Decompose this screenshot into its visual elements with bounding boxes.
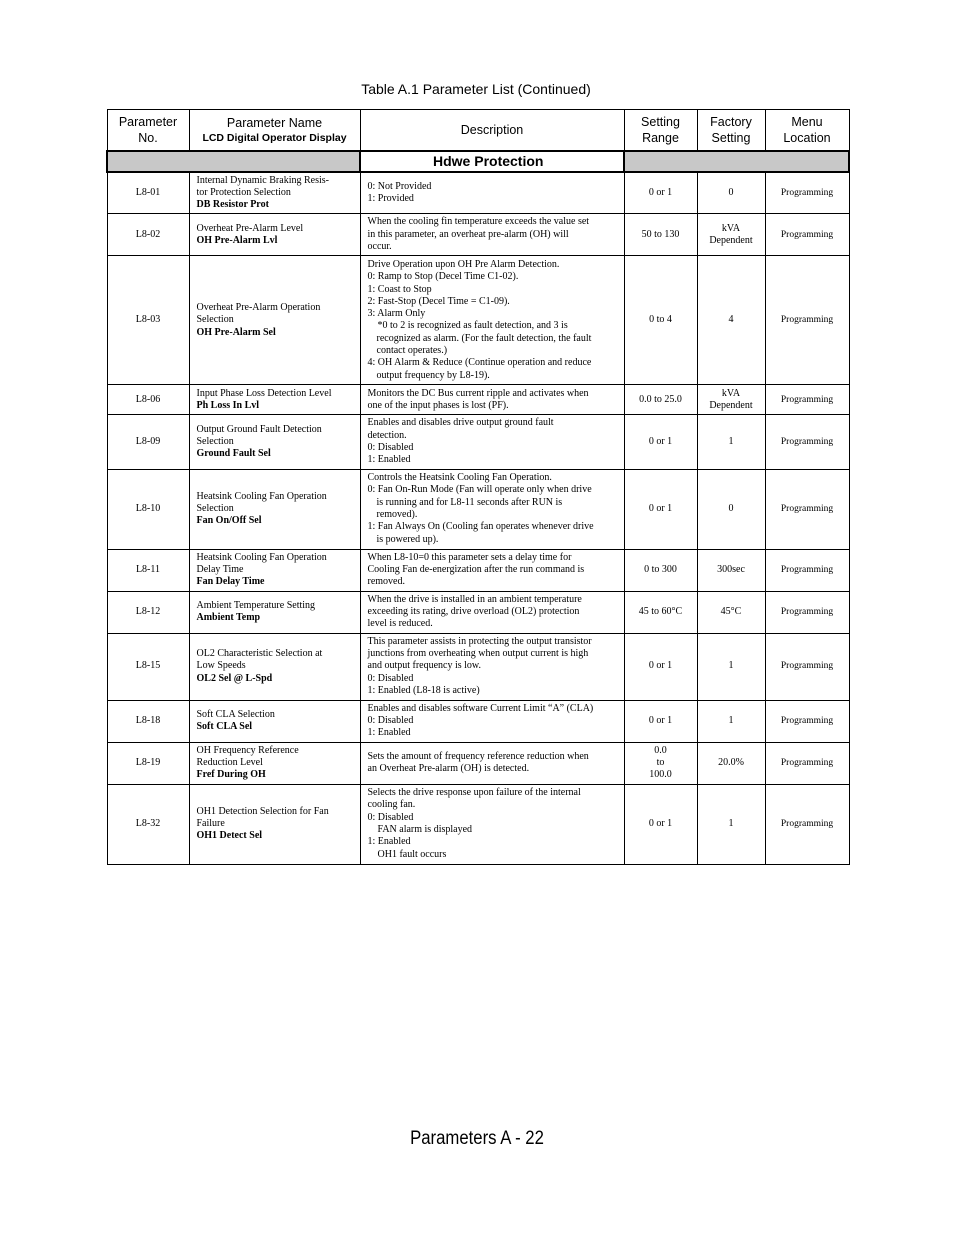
parameter-name-line: Failure bbox=[196, 817, 225, 829]
description-cell bbox=[360, 415, 624, 469]
description-line: detection. bbox=[367, 429, 407, 441]
description-line: level is reduced. bbox=[367, 618, 433, 630]
header-row bbox=[107, 110, 849, 151]
parameter-name-line: tor Protection Selection bbox=[196, 186, 291, 198]
description-line: 1: Enabled bbox=[367, 727, 411, 739]
description-line: 0: Fan On-Run Mode (Fan will operate only when drive bbox=[367, 484, 592, 496]
table-row bbox=[107, 415, 849, 469]
description-line: Selects the drive response upon failure of the internal bbox=[367, 787, 581, 799]
setting-range-line: 0 or 1 bbox=[648, 714, 673, 726]
description-line: Enables and disables drive output ground fault bbox=[367, 417, 554, 429]
lcd-display-text: Ambient Temp bbox=[196, 612, 261, 624]
description-line: 4: OH Alarm & Reduce (Continue operation and reduce bbox=[367, 357, 592, 369]
factory-setting-line: 0 bbox=[728, 186, 734, 198]
description-cell bbox=[360, 700, 624, 742]
description-line: Sets the amount of frequency reference reduction when bbox=[367, 750, 589, 762]
description-line: Drive Operation upon OH Pre Alarm Detection. bbox=[367, 258, 560, 270]
description-line: 0: Disabled bbox=[367, 672, 414, 684]
lcd-display-text: Fan On/Off Sel bbox=[196, 515, 262, 527]
menu-location-cell: Programming bbox=[765, 742, 849, 784]
description-line: 0: Disabled bbox=[367, 811, 414, 823]
parameter-name-line: OH Frequency Reference bbox=[196, 744, 299, 756]
description-line: occur. bbox=[367, 241, 392, 253]
description-line: 0: Disabled bbox=[367, 714, 414, 726]
parameter-name-cell bbox=[189, 214, 360, 256]
parameter-name-line: Selection bbox=[196, 435, 234, 447]
header-parameter-no-line1: Parameter bbox=[118, 114, 178, 129]
description-line: 1: Enabled bbox=[367, 836, 411, 848]
table-row bbox=[107, 784, 849, 864]
description-line: output frequency by L8-19). bbox=[376, 369, 490, 381]
header-menu-location bbox=[765, 110, 849, 151]
table-row bbox=[107, 256, 849, 385]
description-cell bbox=[360, 385, 624, 415]
description-cell bbox=[360, 633, 624, 700]
table-row bbox=[107, 214, 849, 256]
table-row bbox=[107, 469, 849, 549]
factory-setting-line: kVA bbox=[721, 387, 741, 399]
lcd-display-text: OH Pre-Alarm Lvl bbox=[196, 234, 278, 246]
parameter-name-cell bbox=[189, 415, 360, 469]
parameter-name-cell bbox=[189, 469, 360, 549]
description-line: contact operates.) bbox=[376, 344, 448, 356]
parameter-name-cell bbox=[189, 172, 360, 214]
factory-setting-line: 1 bbox=[728, 817, 734, 829]
factory-setting-line: 0 bbox=[728, 502, 734, 514]
parameter-name-line: Selection bbox=[196, 314, 234, 326]
description-line: 0: Disabled bbox=[367, 441, 414, 453]
description-line: 1: Coast to Stop bbox=[367, 283, 432, 295]
parameter-name-cell bbox=[189, 742, 360, 784]
table-row bbox=[107, 742, 849, 784]
group-shade-right bbox=[624, 151, 849, 172]
lcd-display-text: Fref During OH bbox=[196, 769, 266, 781]
table-row bbox=[107, 385, 849, 415]
description-line: one of the input phases is lost (PF). bbox=[367, 399, 509, 411]
lcd-display-text: Soft CLA Sel bbox=[196, 721, 253, 733]
parameter-name-cell bbox=[189, 385, 360, 415]
description-cell bbox=[360, 591, 624, 633]
header-factory-setting bbox=[697, 110, 765, 151]
header-lcd-display: LCD Digital Operator Display bbox=[202, 131, 347, 144]
parameter-name-line: Soft CLA Selection bbox=[196, 708, 275, 720]
parameter-name-line: Selection bbox=[196, 502, 234, 514]
description-line: cooling fan. bbox=[367, 799, 416, 811]
setting-range-cell bbox=[624, 415, 697, 469]
factory-setting-cell bbox=[697, 742, 765, 784]
factory-setting-cell bbox=[697, 549, 765, 591]
parameter-name-line: Reduction Level bbox=[196, 756, 263, 768]
menu-location-cell: Programming bbox=[765, 591, 849, 633]
setting-range-line: 0 to 4 bbox=[649, 314, 672, 326]
header-description-label: Description bbox=[460, 122, 524, 137]
description-line: 0: Ramp to Stop (Decel Time C1-02). bbox=[367, 271, 519, 283]
header-setting-range-line1: Setting bbox=[641, 114, 680, 129]
description-line: removed). bbox=[376, 509, 418, 521]
description-cell bbox=[360, 469, 624, 549]
parameter-name-line: OL2 Characteristic Selection at bbox=[196, 648, 323, 660]
header-menu-location-line2: Location bbox=[783, 130, 831, 145]
setting-range-line: 45 to 60°C bbox=[638, 605, 683, 617]
menu-location-cell: Programming bbox=[765, 784, 849, 864]
setting-range-cell bbox=[624, 172, 697, 214]
factory-setting-cell bbox=[697, 214, 765, 256]
factory-setting-line: 45°C bbox=[720, 605, 742, 617]
factory-setting-line: 1 bbox=[728, 714, 734, 726]
description-line: This parameter assists in protecting the output transistor bbox=[367, 635, 592, 647]
factory-setting-cell bbox=[697, 415, 765, 469]
lcd-display-text: Fan Delay Time bbox=[196, 576, 265, 588]
group-row bbox=[107, 151, 849, 172]
group-title: Hdwe Protection bbox=[360, 151, 624, 172]
description-line: removed. bbox=[367, 576, 405, 588]
parameter-name-line: Internal Dynamic Braking Resis- bbox=[196, 174, 329, 186]
setting-range-line: 0 or 1 bbox=[648, 186, 673, 198]
lcd-display-text: OH Pre-Alarm Sel bbox=[196, 326, 276, 338]
table-caption: Table A.1 Parameter List (Continued) bbox=[361, 81, 591, 97]
parameter-name-line: Low Speeds bbox=[196, 660, 246, 672]
menu-location-cell: Programming bbox=[765, 385, 849, 415]
menu-location-cell: Programming bbox=[765, 415, 849, 469]
header-parameter-name-label: Parameter Name bbox=[226, 115, 323, 130]
description-line: 1: Enabled bbox=[367, 454, 411, 466]
description-line: Monitors the DC Bus current ripple and activates when bbox=[367, 387, 589, 399]
parameter-name-line: Input Phase Loss Detection Level bbox=[196, 387, 332, 399]
description-line: 0: Not Provided bbox=[367, 180, 432, 192]
header-setting-range-line2: Range bbox=[642, 130, 679, 145]
description-line: 3: Alarm Only bbox=[367, 308, 426, 320]
description-line: Controls the Heatsink Cooling Fan Operation. bbox=[367, 472, 552, 484]
header-factory-setting-line2: Setting bbox=[711, 130, 751, 145]
description-line: FAN alarm is displayed bbox=[377, 824, 473, 836]
description-line: OH1 fault occurs bbox=[377, 848, 447, 860]
header-parameter-no-line2: No. bbox=[138, 130, 158, 145]
parameter-no-cell: L8-09 bbox=[107, 415, 189, 469]
factory-setting-line: 1 bbox=[728, 435, 734, 447]
header-setting-range bbox=[624, 110, 697, 151]
factory-setting-line: 300sec bbox=[717, 563, 745, 575]
setting-range-cell bbox=[624, 633, 697, 700]
description-cell bbox=[360, 256, 624, 385]
parameter-name-cell bbox=[189, 700, 360, 742]
parameter-no-cell: L8-15 bbox=[107, 633, 189, 700]
setting-range-cell bbox=[624, 591, 697, 633]
factory-setting-line: kVA bbox=[721, 222, 741, 234]
setting-range-cell bbox=[624, 742, 697, 784]
description-line: Cooling Fan de-energization after the run command is bbox=[367, 563, 585, 575]
description-cell bbox=[360, 784, 624, 864]
setting-range-cell bbox=[624, 549, 697, 591]
setting-range-line: 0 to 300 bbox=[644, 563, 677, 575]
setting-range-cell bbox=[624, 469, 697, 549]
description-line: When the drive is installed in an ambient temperature bbox=[367, 593, 582, 605]
lcd-display-text: Ground Fault Sel bbox=[196, 448, 271, 460]
parameter-name-line: Overheat Pre-Alarm Operation bbox=[196, 301, 321, 313]
parameter-no-cell: L8-03 bbox=[107, 256, 189, 385]
description-line: is powered up). bbox=[376, 533, 439, 545]
description-line: recognized as alarm. (For the fault detection, the fault bbox=[376, 332, 592, 344]
factory-setting-cell bbox=[697, 700, 765, 742]
lcd-display-text: OH1 Detect Sel bbox=[196, 830, 263, 842]
group-shade-left bbox=[107, 151, 360, 172]
parameter-table bbox=[106, 109, 850, 865]
setting-range-line: 0 or 1 bbox=[648, 817, 673, 829]
setting-range-line: 0 or 1 bbox=[648, 660, 673, 672]
header-factory-setting-line1: Factory bbox=[710, 114, 752, 129]
table-row bbox=[107, 591, 849, 633]
description-line: 1: Provided bbox=[367, 192, 414, 204]
parameter-name-cell bbox=[189, 256, 360, 385]
description-line: *0 to 2 is recognized as fault detection, and 3 is bbox=[377, 320, 568, 332]
description-cell bbox=[360, 214, 624, 256]
setting-range-line: 0 or 1 bbox=[648, 502, 673, 514]
description-line: 1: Enabled (L8-18 is active) bbox=[367, 685, 480, 697]
parameter-name-line: Delay Time bbox=[196, 563, 244, 575]
factory-setting-line: 20.0% bbox=[718, 756, 744, 768]
setting-range-cell bbox=[624, 214, 697, 256]
parameter-no-cell: L8-18 bbox=[107, 700, 189, 742]
factory-setting-cell bbox=[697, 784, 765, 864]
factory-setting-line: 4 bbox=[728, 314, 734, 326]
lcd-display-text: DB Resistor Prot bbox=[196, 199, 269, 211]
parameter-name-line: OH1 Detection Selection for Fan bbox=[196, 805, 329, 817]
lcd-display-text: OL2 Sel @ L-Spd bbox=[196, 672, 273, 684]
menu-location-cell: Programming bbox=[765, 172, 849, 214]
menu-location-cell: Programming bbox=[765, 214, 849, 256]
factory-setting-cell bbox=[697, 469, 765, 549]
parameter-no-cell: L8-11 bbox=[107, 549, 189, 591]
setting-range-line: to bbox=[656, 756, 665, 768]
parameter-no-cell: L8-10 bbox=[107, 469, 189, 549]
setting-range-line: 0.0 bbox=[654, 744, 667, 756]
table-row bbox=[107, 633, 849, 700]
parameter-name-cell bbox=[189, 633, 360, 700]
parameter-no-cell: L8-19 bbox=[107, 742, 189, 784]
header-parameter-no bbox=[107, 110, 189, 151]
parameter-no-cell: L8-32 bbox=[107, 784, 189, 864]
factory-setting-cell bbox=[697, 172, 765, 214]
menu-location-cell: Programming bbox=[765, 549, 849, 591]
factory-setting-cell bbox=[697, 256, 765, 385]
setting-range-line: 50 to 130 bbox=[641, 228, 680, 240]
setting-range-line: 0.0 to 25.0 bbox=[639, 393, 682, 405]
factory-setting-line: 1 bbox=[728, 660, 734, 672]
menu-location-cell: Programming bbox=[765, 633, 849, 700]
description-cell bbox=[360, 549, 624, 591]
setting-range-cell bbox=[624, 784, 697, 864]
table-row bbox=[107, 172, 849, 214]
factory-setting-line: Dependent bbox=[709, 234, 753, 246]
description-line: When L8-10=0 this parameter sets a delay time for bbox=[367, 551, 572, 563]
header-parameter-name bbox=[189, 110, 360, 151]
description-line: is running and for L8-11 seconds after RUN is bbox=[376, 496, 563, 508]
parameter-name-line: Output Ground Fault Detection bbox=[196, 423, 322, 435]
parameter-no-cell: L8-01 bbox=[107, 172, 189, 214]
description-line: Enables and disables software Current Limit “A” (CLA) bbox=[367, 702, 594, 714]
factory-setting-cell bbox=[697, 385, 765, 415]
setting-range-cell bbox=[624, 385, 697, 415]
parameter-no-cell: L8-02 bbox=[107, 214, 189, 256]
description-line: junctions from overheating when output current is high bbox=[367, 648, 589, 660]
parameter-name-line: Ambient Temperature Setting bbox=[196, 599, 316, 611]
description-line: and output frequency is low. bbox=[367, 660, 481, 672]
description-line: in this parameter, an overheat pre-alarm (OH) will bbox=[367, 228, 569, 240]
parameter-no-cell: L8-06 bbox=[107, 385, 189, 415]
parameter-name-cell bbox=[189, 549, 360, 591]
description-line: an Overheat Pre-alarm (OH) is detected. bbox=[367, 763, 530, 775]
description-line: When the cooling fin temperature exceeds the value set bbox=[367, 216, 590, 228]
menu-location-cell: Programming bbox=[765, 256, 849, 385]
header-description bbox=[360, 110, 624, 151]
lcd-display-text: Ph Loss In Lvl bbox=[196, 399, 260, 411]
description-cell bbox=[360, 172, 624, 214]
setting-range-line: 100.0 bbox=[649, 769, 672, 781]
menu-location-cell: Programming bbox=[765, 469, 849, 549]
factory-setting-line: Dependent bbox=[709, 399, 753, 411]
parameter-name-line: Heatsink Cooling Fan Operation bbox=[196, 551, 327, 563]
parameter-name-line: Overheat Pre-Alarm Level bbox=[196, 222, 304, 234]
parameter-name-line: Heatsink Cooling Fan Operation bbox=[196, 490, 327, 502]
parameter-no-cell: L8-12 bbox=[107, 591, 189, 633]
description-line: exceeding its rating, drive overload (OL2) protection bbox=[367, 605, 580, 617]
setting-range-cell bbox=[624, 256, 697, 385]
menu-location-cell: Programming bbox=[765, 700, 849, 742]
page-footer: Parameters A - 22 bbox=[410, 1128, 544, 1149]
description-line: 1: Fan Always On (Cooling fan operates whenever drive bbox=[367, 521, 594, 533]
parameter-name-cell bbox=[189, 591, 360, 633]
factory-setting-cell bbox=[697, 633, 765, 700]
setting-range-line: 0 or 1 bbox=[648, 435, 673, 447]
parameter-name-cell bbox=[189, 784, 360, 864]
description-line: 2: Fast-Stop (Decel Time = C1-09). bbox=[367, 295, 510, 307]
factory-setting-cell bbox=[697, 591, 765, 633]
description-cell bbox=[360, 742, 624, 784]
table-row bbox=[107, 700, 849, 742]
table-row bbox=[107, 549, 849, 591]
header-menu-location-line1: Menu bbox=[791, 114, 823, 129]
setting-range-cell bbox=[624, 700, 697, 742]
